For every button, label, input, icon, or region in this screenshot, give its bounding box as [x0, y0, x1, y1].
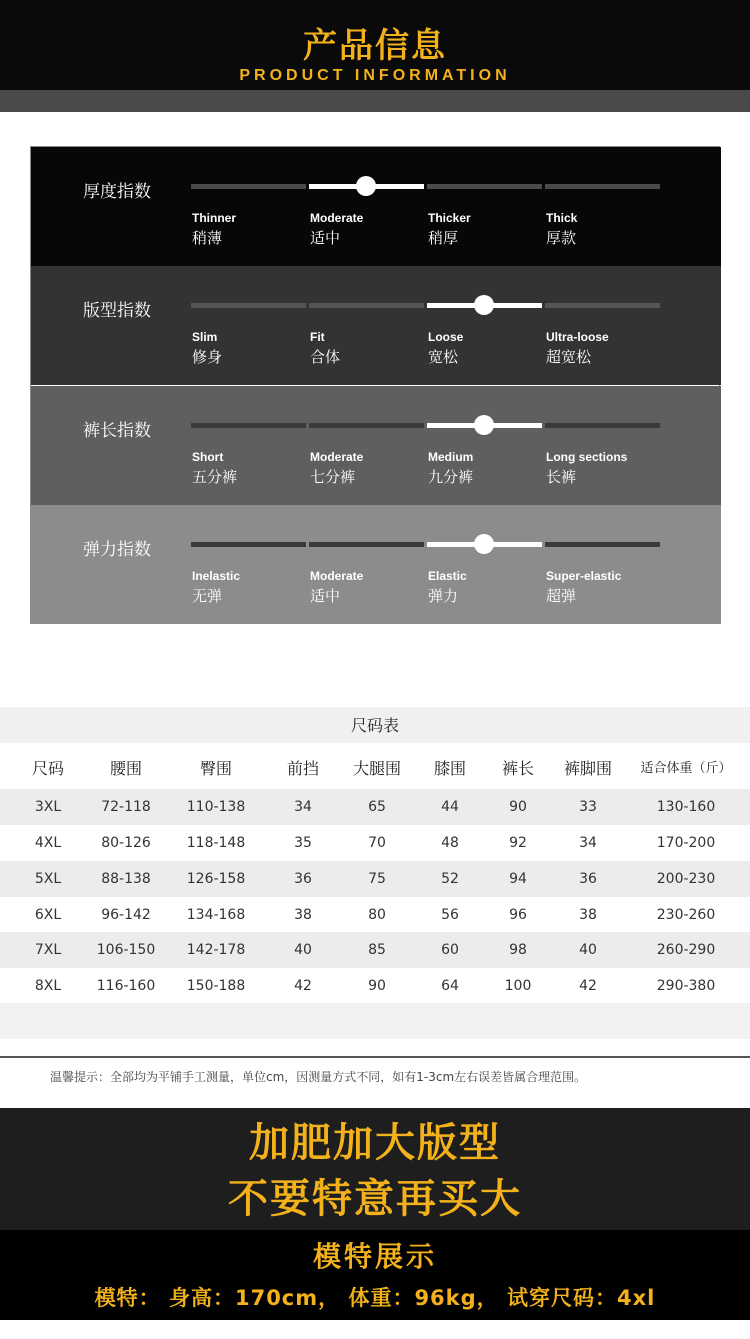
table-cell: 64 — [441, 978, 459, 994]
size-table-header-cell: 前挡 — [286, 759, 319, 778]
index-option-en: Thinner — [192, 211, 236, 225]
size-table-tail-band — [0, 1003, 750, 1039]
index-option-en: Ultra-loose — [546, 330, 609, 345]
index-option-cn: 厚款 — [546, 229, 577, 247]
index-option-en: Short — [192, 449, 224, 464]
size-table-header-cell: 裤脚围 — [563, 759, 612, 778]
table-cell: 3XL — [34, 799, 62, 815]
table-cell: 85 — [368, 942, 386, 958]
table-cell: 42 — [294, 978, 312, 994]
index-label: 厚度指数 — [83, 182, 151, 202]
index-option-cn: 九分裤 — [428, 467, 474, 486]
table-cell: 126-158 — [186, 871, 246, 887]
index-option-en: Long sections — [546, 449, 628, 464]
table-cell: 7XL — [34, 942, 62, 958]
index-slider-knob — [356, 176, 376, 196]
promo-line-2: 不要特意再买大 — [228, 1176, 522, 1222]
table-row — [0, 825, 750, 861]
index-option-cn: 七分裤 — [310, 467, 356, 486]
measurement-note: 温馨提示：全部均为平铺手工测量，单位cm，因测量方式不同，如有1-3cm左右误差皆属合理范围。 — [50, 1070, 587, 1084]
index-row — [31, 505, 721, 624]
table-cell: 5XL — [34, 871, 62, 887]
table-cell: 8XL — [34, 978, 62, 994]
index-option-en: Thick — [546, 211, 578, 225]
header-banner — [0, 0, 750, 112]
table-cell: 80-126 — [101, 835, 151, 851]
table-cell: 40 — [579, 942, 597, 958]
table-cell: 38 — [579, 907, 597, 923]
table-cell: 260-290 — [656, 942, 716, 958]
index-label: 弹力指数 — [83, 539, 151, 560]
index-option-en: Moderate — [310, 449, 364, 464]
size-table-header-cell: 适合体重（斤） — [640, 761, 732, 776]
table-row — [0, 932, 750, 968]
table-cell: 96-142 — [101, 907, 151, 923]
page-subtitle: PRODUCT INFORMATION — [239, 67, 511, 84]
index-option-cn: 弹力 — [428, 586, 459, 605]
header-gray-band — [0, 90, 750, 112]
table-cell: 75 — [368, 871, 386, 887]
index-label: 裤长指数 — [83, 420, 151, 441]
table-cell: 110-138 — [186, 799, 246, 815]
table-cell: 34 — [294, 799, 312, 815]
table-cell: 142-178 — [186, 942, 246, 958]
index-option-en: Thicker — [428, 211, 471, 225]
footer-space — [0, 1320, 750, 1339]
index-option-cn: 适中 — [310, 586, 341, 605]
index-option-cn: 修身 — [192, 348, 223, 367]
table-cell: 60 — [441, 942, 459, 958]
index-track-segment — [545, 423, 660, 428]
table-cell: 72-118 — [101, 799, 151, 815]
index-track-segment — [191, 542, 306, 547]
size-table-header-cell: 膝围 — [433, 759, 466, 778]
index-track-segment — [545, 542, 660, 547]
index-option-en: Slim — [192, 330, 218, 345]
model-info: 模特： 身高：170cm， 体重：96kg， 试穿尺码：4xl — [94, 1286, 656, 1310]
table-cell: 36 — [294, 871, 312, 887]
index-slider-knob — [474, 534, 494, 554]
model-title: 模特展示 — [312, 1240, 437, 1273]
table-cell: 90 — [368, 978, 386, 994]
index-track-segment — [427, 184, 542, 189]
index-option-cn: 合体 — [310, 348, 341, 367]
index-option-cn: 适中 — [310, 229, 341, 247]
index-track-segment — [191, 184, 306, 189]
table-row — [0, 861, 750, 897]
table-cell: 90 — [509, 799, 527, 815]
index-option-en: Super-elastic — [546, 568, 622, 583]
index-slider-knob — [474, 415, 494, 435]
index-track-segment — [545, 184, 660, 189]
table-cell: 96 — [509, 907, 527, 923]
index-row — [31, 386, 721, 505]
divider-line — [0, 1056, 750, 1058]
index-track-segment — [309, 423, 424, 428]
table-cell: 38 — [294, 907, 312, 923]
index-track-segment — [309, 542, 424, 547]
index-option-en: Moderate — [310, 568, 364, 583]
size-table-header-cell: 尺码 — [31, 759, 64, 778]
index-track-segment — [309, 303, 424, 308]
table-cell: 290-380 — [656, 978, 716, 994]
index-option-cn: 稍厚 — [428, 229, 459, 247]
index-option-en: Loose — [428, 330, 464, 345]
promo-line-1: 加肥加大版型 — [249, 1120, 501, 1166]
table-cell: 40 — [294, 942, 312, 958]
table-cell: 6XL — [34, 907, 62, 923]
index-label: 版型指数 — [83, 301, 151, 322]
size-table-header-cell: 裤长 — [501, 759, 534, 778]
size-table-header-cell: 大腿围 — [352, 759, 401, 778]
size-table-header-cell: 腰围 — [109, 759, 142, 778]
size-table-title: 尺码表 — [350, 716, 399, 735]
product-index-panel — [30, 146, 720, 624]
table-cell: 56 — [441, 907, 459, 923]
page-title: 产品信息 — [303, 26, 447, 66]
table-cell: 4XL — [34, 835, 62, 851]
table-cell: 100 — [504, 978, 532, 994]
index-option-cn: 无弹 — [192, 586, 223, 605]
table-cell: 80 — [368, 907, 386, 923]
table-cell: 92 — [509, 835, 527, 851]
table-cell: 150-188 — [186, 978, 246, 994]
index-option-cn: 五分裤 — [192, 467, 238, 486]
table-cell: 34 — [579, 835, 597, 851]
index-track-segment — [545, 303, 660, 308]
index-option-cn: 超弹 — [546, 586, 577, 605]
index-row — [31, 147, 721, 266]
index-option-en: Fit — [310, 330, 325, 345]
size-table-header-cell: 臀围 — [199, 759, 232, 778]
size-table-header — [0, 752, 750, 786]
table-cell: 118-148 — [186, 835, 246, 851]
table-cell: 116-160 — [96, 978, 156, 994]
table-cell: 42 — [579, 978, 597, 994]
index-option-en: Moderate — [310, 211, 364, 225]
table-cell: 35 — [294, 835, 312, 851]
index-slider-knob — [474, 295, 494, 315]
table-cell: 48 — [441, 835, 459, 851]
table-cell: 44 — [441, 799, 459, 815]
index-option-cn: 超宽松 — [546, 348, 592, 367]
table-cell: 65 — [368, 799, 386, 815]
table-cell: 106-150 — [96, 942, 156, 958]
table-cell: 33 — [579, 799, 597, 815]
table-cell: 130-160 — [656, 799, 716, 815]
index-option-cn: 稍薄 — [192, 229, 223, 247]
table-cell: 94 — [509, 871, 527, 887]
index-option-cn: 长裤 — [546, 467, 577, 486]
index-row — [31, 266, 721, 385]
index-option-en: Medium — [428, 449, 474, 464]
table-cell: 36 — [579, 871, 597, 887]
table-cell: 70 — [368, 835, 386, 851]
table-row — [0, 789, 750, 825]
table-cell: 200-230 — [656, 871, 716, 887]
table-cell: 134-168 — [186, 907, 246, 923]
index-track-segment — [191, 303, 306, 308]
index-option-en: Elastic — [428, 568, 467, 583]
index-option-en: Inelastic — [192, 568, 241, 583]
table-cell: 88-138 — [101, 871, 151, 887]
table-cell: 98 — [509, 942, 527, 958]
table-cell: 230-260 — [656, 907, 716, 923]
index-track-segment — [191, 423, 306, 428]
table-cell: 170-200 — [656, 835, 716, 851]
table-row — [0, 897, 750, 933]
index-option-cn: 宽松 — [428, 348, 459, 367]
table-cell: 52 — [441, 871, 459, 887]
table-row — [0, 968, 750, 1004]
